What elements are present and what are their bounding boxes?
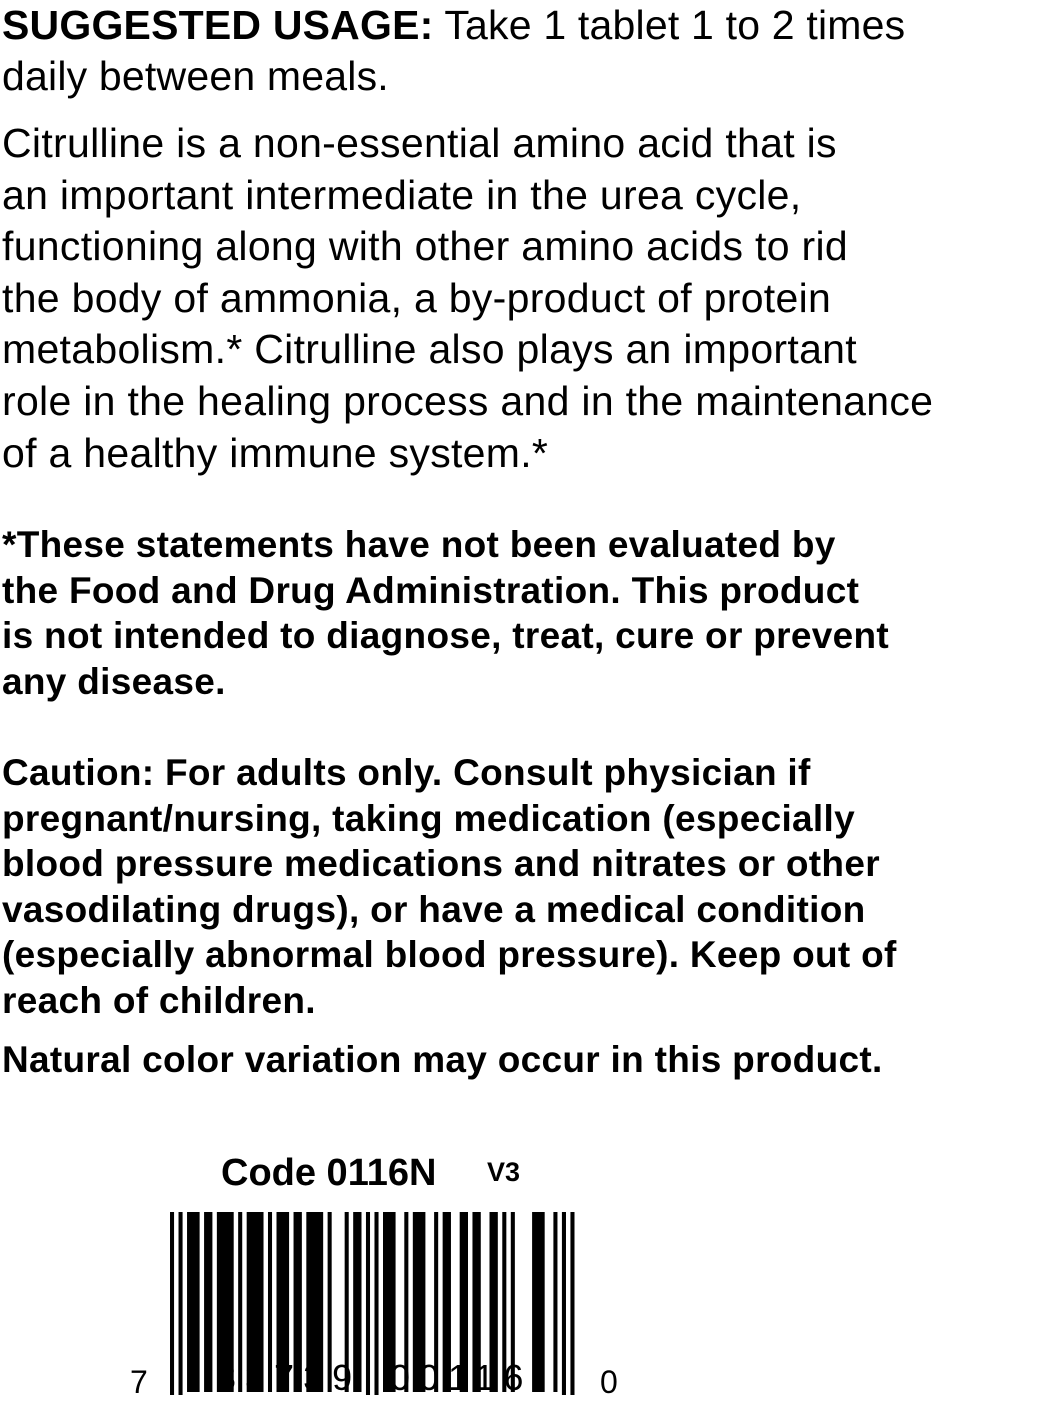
barcode-bar bbox=[366, 1212, 370, 1395]
description-line: Citrulline is a non-essential amino acid that is bbox=[2, 120, 837, 166]
disclaimer-line: any disease. bbox=[2, 660, 226, 702]
barcode-bar bbox=[187, 1212, 200, 1392]
description-line: role in the healing process and in the maintenance bbox=[2, 377, 934, 424]
disclaimer-line: the Food and Drug Administration. This product bbox=[2, 569, 860, 611]
barcode-bar bbox=[553, 1212, 557, 1392]
barcode-last-digit: 0 bbox=[600, 1364, 618, 1400]
barcode-bar bbox=[170, 1212, 174, 1395]
version-label: V3 bbox=[487, 1157, 521, 1187]
caution-line: reach of children. bbox=[2, 979, 316, 1021]
barcode-bar bbox=[204, 1212, 212, 1392]
caution-line: vasodilating drugs), or have a medical condition bbox=[2, 888, 866, 930]
description-line: functioning along with other amino acids to rid bbox=[2, 223, 848, 270]
disclaimer-line: *These statements have not been evaluated by bbox=[2, 524, 836, 565]
color-variation-note: Natural color variation may occur in this product. bbox=[2, 1039, 883, 1080]
suggested-usage-label: SUGGESTED USAGE: bbox=[2, 2, 434, 48]
barcode-first-digit: 7 bbox=[130, 1364, 148, 1400]
barcode-left-digits: 33739 bbox=[216, 1357, 362, 1398]
product-code: Code 0116N bbox=[221, 1152, 437, 1194]
description-line: metabolism.* Citrulline also plays an important bbox=[2, 326, 857, 373]
barcode-bar bbox=[570, 1212, 574, 1395]
barcode-bar bbox=[562, 1212, 566, 1395]
disclaimer-line: is not intended to diagnose, treat, cure or prevent bbox=[2, 615, 889, 657]
suggested-usage-line-2: daily between meals. bbox=[2, 53, 389, 99]
barcode-bar bbox=[532, 1212, 545, 1392]
description-line: an important intermediate in the urea cycle, bbox=[2, 171, 802, 218]
caution-line: pregnant/nursing, taking medication (especially bbox=[2, 797, 855, 839]
suggested-usage-text: Take 1 tablet 1 to 2 times bbox=[433, 2, 906, 48]
description-line: of a healthy immune system.* bbox=[2, 429, 549, 476]
description-line: the body of ammonia, a by-product of protein bbox=[2, 274, 832, 321]
barcode-right-digits: 00116 bbox=[390, 1357, 533, 1398]
barcode-bar bbox=[374, 1212, 378, 1395]
caution-line: blood pressure medications and nitrates or other bbox=[2, 843, 880, 885]
caution-line: (especially abnormal blood pressure). Keep out of bbox=[2, 934, 897, 976]
caution-line: Caution: For adults only. Consult physician if bbox=[2, 752, 811, 793]
barcode-bar bbox=[179, 1212, 183, 1395]
